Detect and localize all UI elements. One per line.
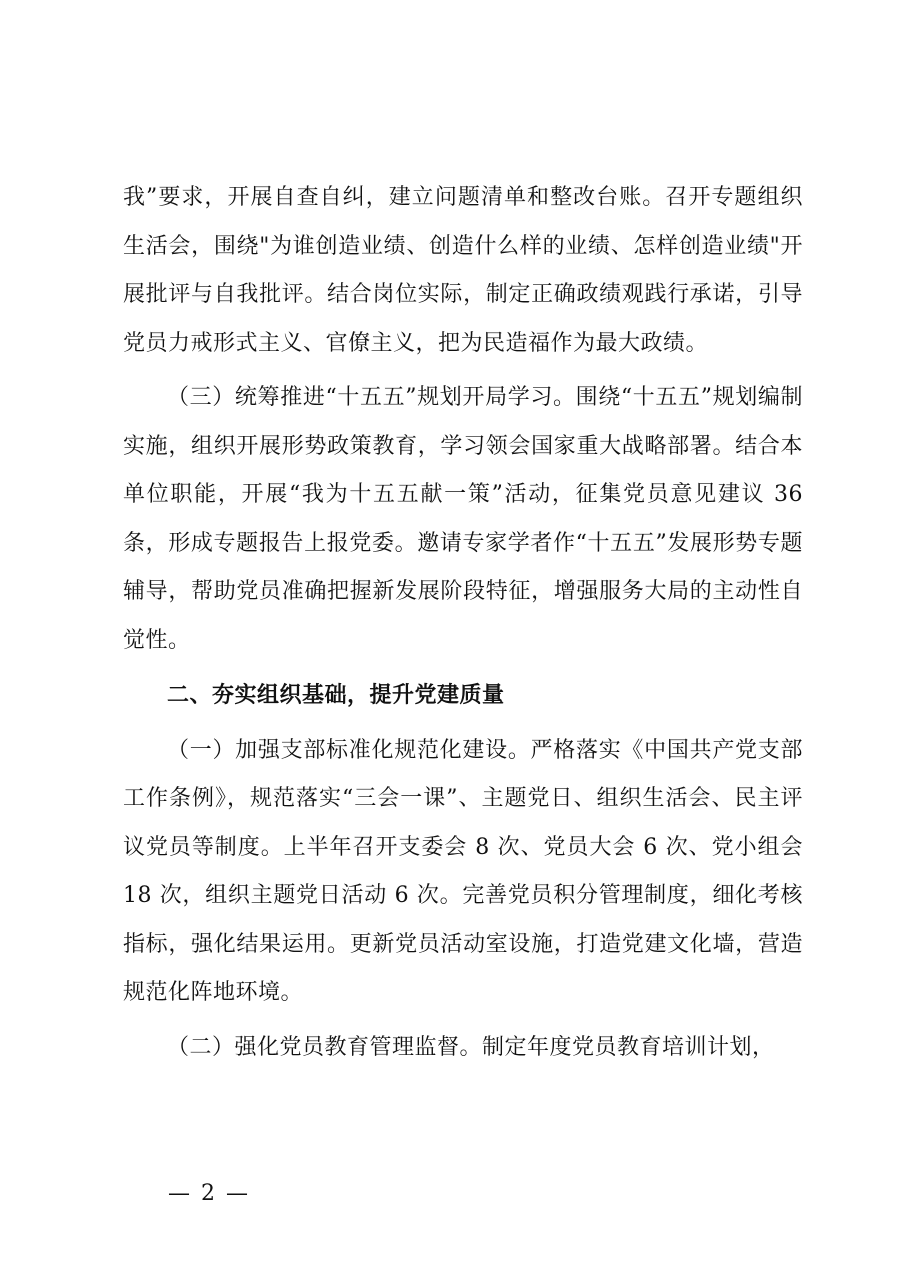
paragraph-section-two: （二）强化党员教育管理监督。制定年度党员教育培训计划， [167,1034,775,1060]
document-body [123,174,803,1072]
page-number: — 2 — [168,1181,250,1206]
paragraph-section-three: （三）统筹推进“十五五”规划开局学习。围绕“十五五”规划编制实施，组织开展形势政策教育，学习领会国家重大战略部署。结合本单位职能，开展“我为十五五献一策”活动，征集党员意见建议 36 条，形成专题报告上报党委。邀请专家学者作“十五五”发展形势专题辅导，帮助党员准确把握新发展阶段特征，增强服务大局的主动性自觉性。 [123,385,803,653]
paragraph-continuation: 我”要求，开展自查自纠，建立问题清单和整改台账。召开专题组织生活会，围绕"为谁创造业绩、创造什么样的业绩、怎样创造业绩"开展批评与自我批评。结合岗位实际，制定正确政绩观践行承诺，引导党员力戒形式主义、官僚主义，把为民造福作为最大政绩。 [123,185,803,356]
paragraph-section-one: （一）加强支部标准化规范化建设。严格落实《中国共产党支部工作条例》，规范落实“三会一课”、主题党日、组织生活会、民主评议党员等制度。上半年召开支委会 8 次、党员大会 6 次、党小组会 18 次，组织主题党日活动 6 次。完善党员积分管理制度，细化考核指标，强化结果运用。更新党员活动室设施，打造党建文化墙，营造规范化阵地环境。 [123,737,803,1005]
section-heading: 二、夯实组织基础，提升党建质量 [167,683,505,708]
